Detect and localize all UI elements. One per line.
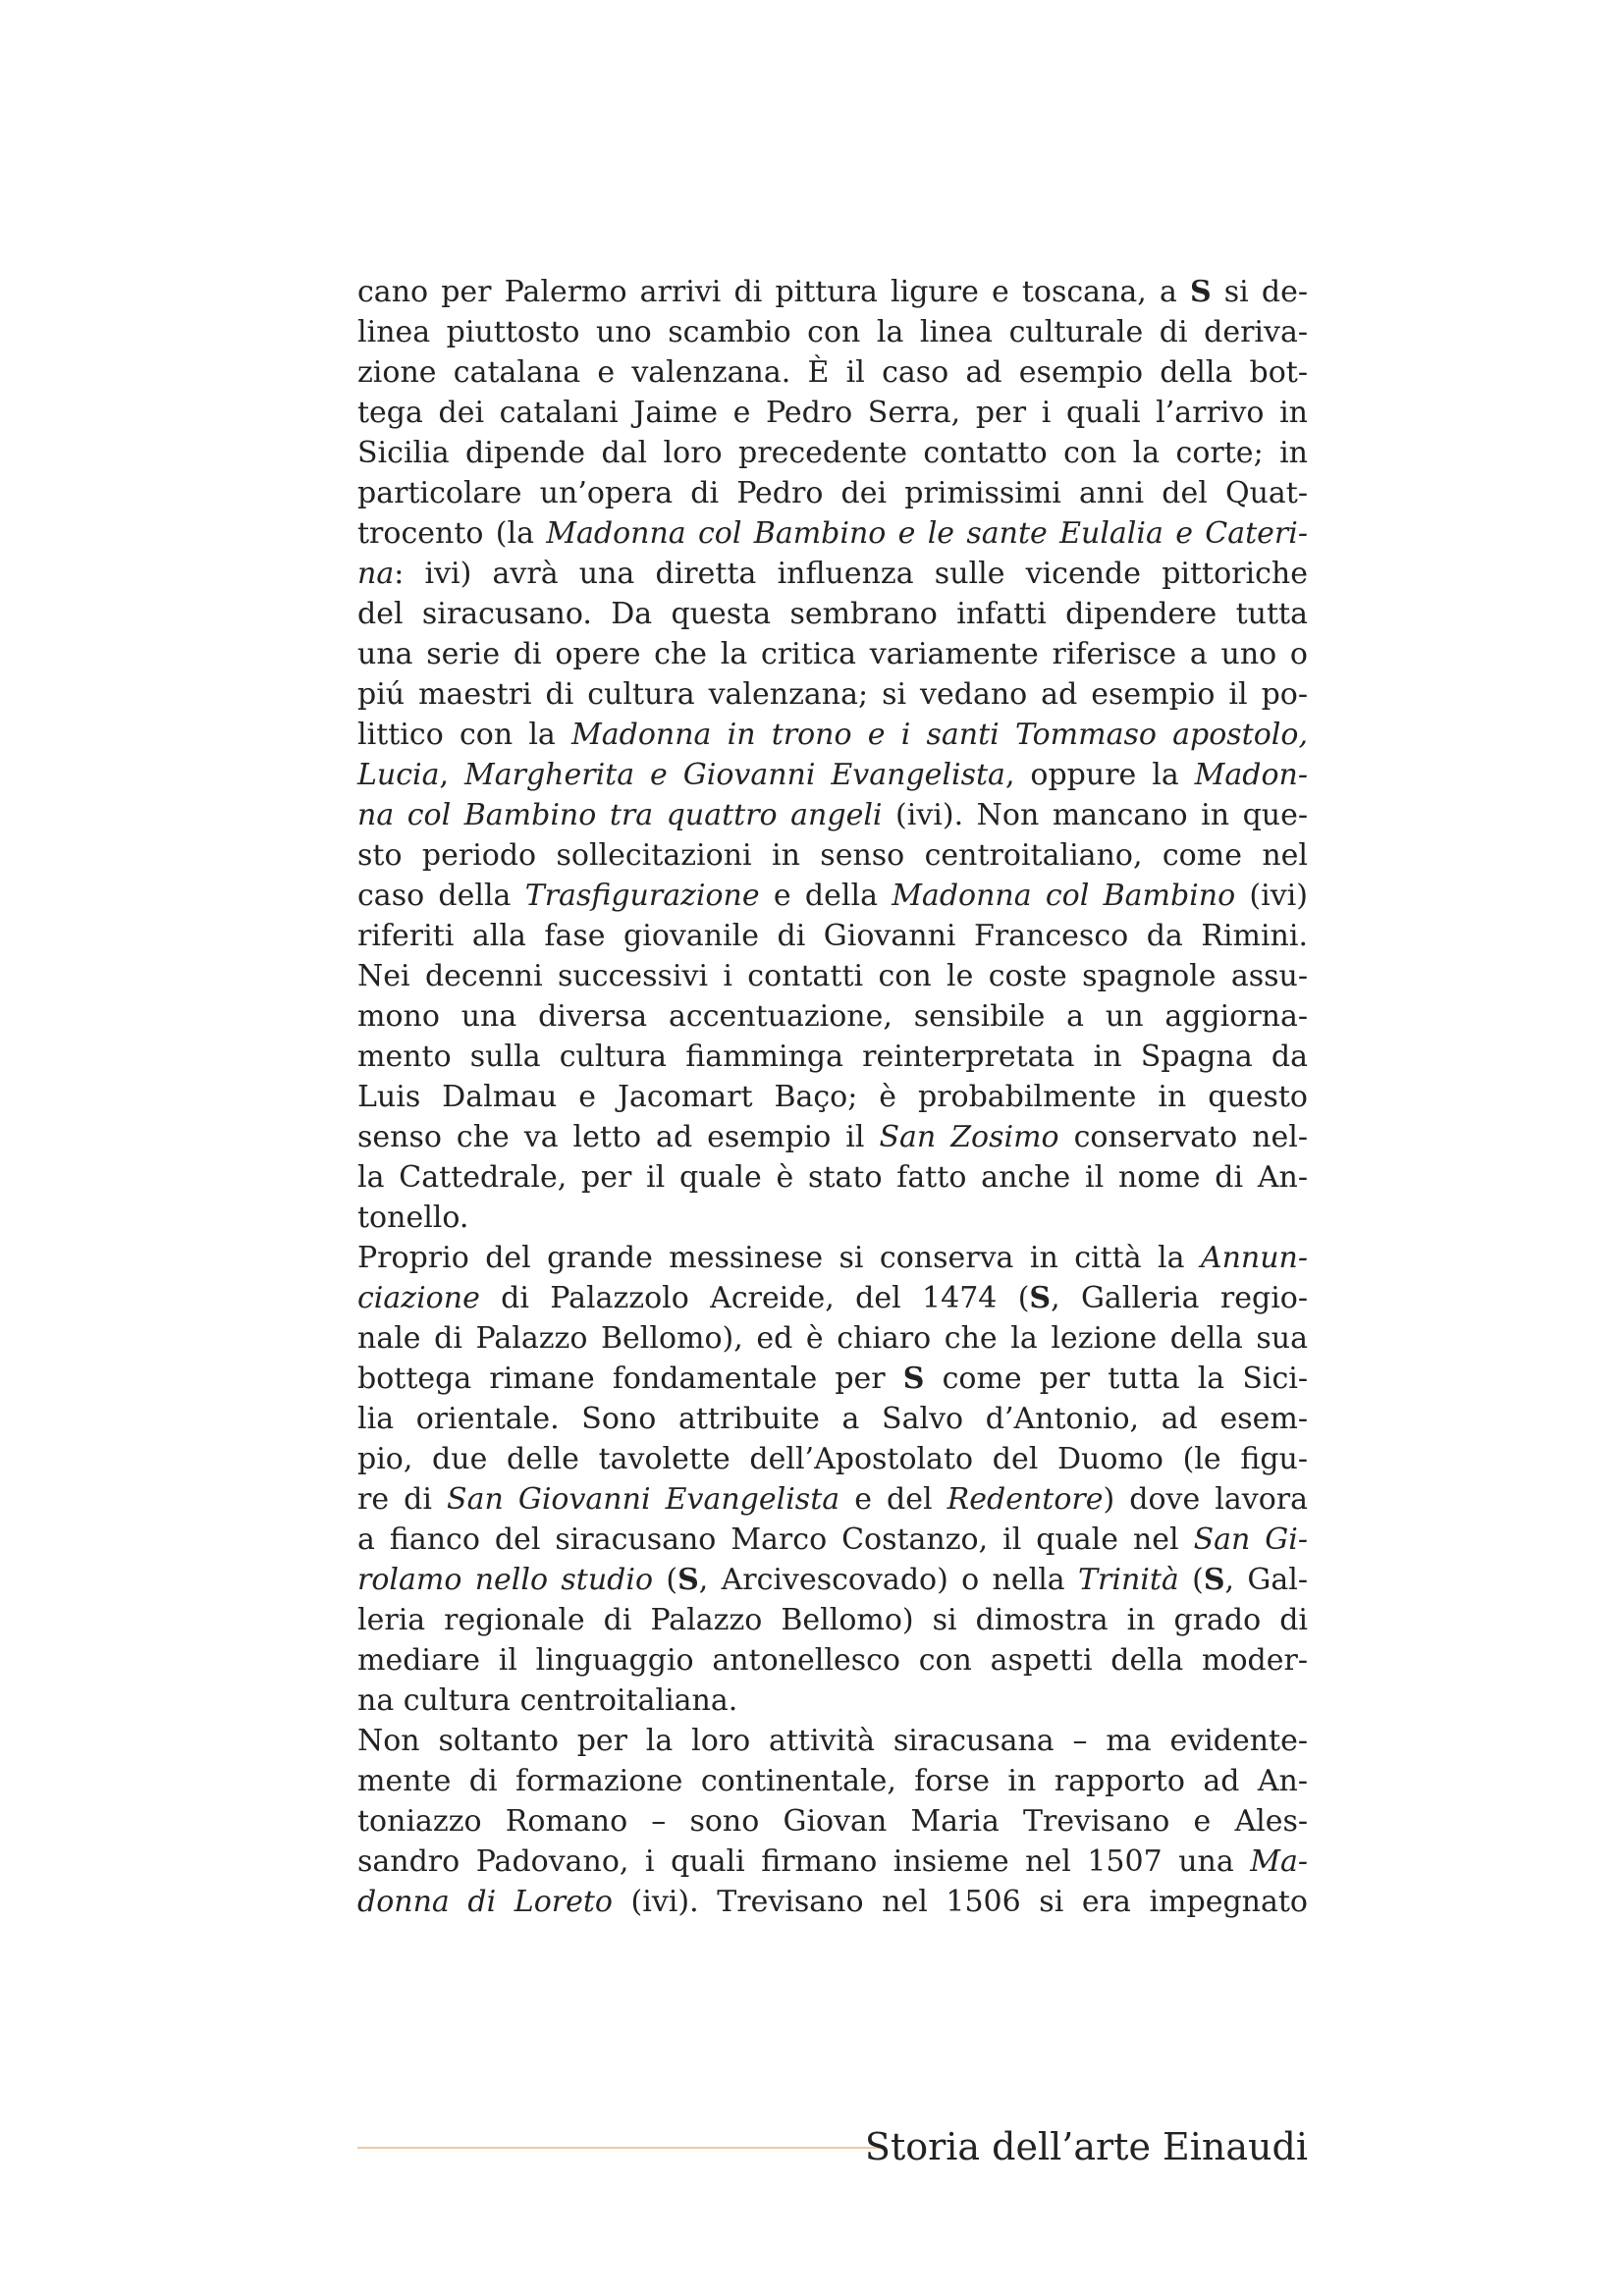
- text-line: [357, 1600, 1308, 1640]
- text-run: linea piuttosto uno scambio con la linea culturale di deriva-: [357, 315, 1308, 349]
- text-run: mediare il linguaggio antonellesco con aspetti della moder-: [357, 1643, 1308, 1678]
- text-run: cano per Palermo arrivi di pittura ligure e toscana, a: [357, 275, 1190, 309]
- italic-title: San Giovanni Evangelista: [447, 1482, 840, 1517]
- text-line: [357, 674, 1308, 715]
- text-line: [357, 1037, 1308, 1077]
- siglum-bold: S: [1029, 1281, 1052, 1315]
- text-run: : ivi) avrà una diretta influenza sulle vicende pittoriche: [394, 557, 1308, 591]
- text-run: si de-: [1211, 275, 1308, 309]
- text-line: [357, 272, 1308, 312]
- text-run: ) dove lavora: [1103, 1482, 1309, 1517]
- text-line: [357, 1157, 1308, 1198]
- text-line: [357, 634, 1308, 674]
- italic-title: Madonna col Bambino: [892, 879, 1236, 913]
- text-run: (ivi): [1235, 879, 1308, 913]
- text-run: (ivi). Trevisano nel 1506 si era impegnato: [612, 1885, 1308, 1919]
- italic-title: San Zosimo: [879, 1120, 1059, 1154]
- text-line: [357, 1721, 1308, 1761]
- text-run: lia orientale. Sono attribuite a Salvo d’Antonio, ad esem-: [357, 1402, 1308, 1436]
- text-line: [357, 1761, 1308, 1801]
- italic-title: na col Bambino tra quattro angeli: [357, 798, 883, 832]
- text-run: re di: [357, 1482, 448, 1517]
- text-run: particolare un’opera di Pedro dei primissimi anni del Quat-: [357, 476, 1308, 510]
- text-line: [357, 795, 1308, 835]
- italic-title: ciazione: [357, 1281, 480, 1315]
- text-line: [357, 1238, 1308, 1278]
- text-line: [357, 1198, 1308, 1238]
- text-run: Sicilia dipende dal loro precedente contatto con la corte; in: [357, 436, 1308, 470]
- text-line: [357, 352, 1308, 393]
- text-line: [357, 1117, 1308, 1157]
- italic-title: Annun-: [1200, 1241, 1308, 1275]
- italic-title: Madonna col Bambino e le sante Eulalia e Cateri-: [546, 516, 1308, 551]
- italic-title: Lucia: [357, 758, 440, 792]
- text-line: [357, 1439, 1308, 1479]
- text-run: Proprio del grande messinese si conserva in città la: [357, 1241, 1201, 1275]
- text-run: (: [653, 1563, 678, 1597]
- text-run: Nei decenni successivi i contatti con le coste spagnole assu-: [357, 959, 1308, 993]
- text-line: [357, 473, 1308, 513]
- text-line: [357, 1278, 1308, 1318]
- text-run: pio, due delle tavolette dell’Apostolato del Duomo (le figu-: [357, 1442, 1308, 1476]
- italic-title: Margherita e Giovanni Evangelista: [464, 758, 1005, 792]
- text-run: (: [1178, 1563, 1204, 1597]
- text-run: na cultura centroitaliana.: [357, 1683, 738, 1718]
- text-run: sto periodo sollecitazioni in senso centroitaliano, come nel: [357, 838, 1308, 873]
- text-line: [357, 755, 1308, 795]
- text-run: tonello.: [357, 1201, 469, 1235]
- text-line: [357, 1842, 1308, 1882]
- text-line: [357, 835, 1308, 876]
- italic-title: Madonna in trono e i santi Tommaso apostolo,: [571, 718, 1308, 752]
- text-run: mento sulla cultura fiamminga reinterpretata in Spagna da: [357, 1040, 1308, 1074]
- text-line: [357, 876, 1308, 916]
- italic-title: na: [357, 557, 395, 591]
- text-run: trocento (la: [357, 516, 547, 551]
- text-run: toniazzo Romano – sono Giovan Maria Trevisano e Ales-: [357, 1804, 1308, 1839]
- italic-title: Redentore: [947, 1482, 1104, 1517]
- text-line: [357, 996, 1308, 1037]
- text-run: Luis Dalmau e Jacomart Baço; è probabilmente in questo: [357, 1080, 1308, 1114]
- text-run: la Cattedrale, per il quale è stato fatto anche il nome di An-: [357, 1160, 1308, 1195]
- italic-title: Trasfigurazione: [524, 879, 760, 913]
- italic-title: San Gi-: [1193, 1522, 1308, 1557]
- text-run: sandro Padovano, i quali firmano insieme nel 1507 una: [357, 1844, 1251, 1879]
- text-run: e della: [759, 879, 893, 913]
- text-run: Non soltanto per la loro attività siracusana – ma evidente-: [357, 1724, 1308, 1758]
- text-line: [357, 1399, 1308, 1439]
- text-run: piú maestri di cultura valenzana; si vedano ad esempio il po-: [357, 677, 1308, 712]
- text-line: [357, 1359, 1308, 1399]
- siglum-bold: S: [902, 1362, 925, 1396]
- text-run: a fianco del siracusano Marco Costanzo, il quale nel: [357, 1522, 1194, 1557]
- text-run: mono una diversa accentuazione, sensibile a un aggiorna-: [357, 999, 1308, 1034]
- text-line: [357, 1479, 1308, 1520]
- text-line: [357, 513, 1308, 554]
- footer-title: Storia dell’arte Einaudi: [864, 2125, 1308, 2168]
- footer-rule: [357, 2147, 880, 2149]
- text-run: e del: [839, 1482, 947, 1517]
- italic-title: rolamo nello studio: [357, 1563, 654, 1597]
- text-line: [357, 1640, 1308, 1681]
- text-line: [357, 1318, 1308, 1359]
- text-line: [357, 554, 1308, 594]
- text-run: , oppure la: [1004, 758, 1195, 792]
- text-run: una serie di opere che la critica variamente riferisce a uno o: [357, 637, 1308, 671]
- text-line: [357, 916, 1308, 956]
- text-run: di Palazzolo Acreide, del 1474 (: [479, 1281, 1030, 1315]
- text-line: [357, 1681, 1308, 1721]
- text-line: [357, 1882, 1308, 1922]
- text-run: come per tutta la Sici-: [924, 1362, 1308, 1396]
- text-line: [357, 594, 1308, 634]
- siglum-bold: S: [1189, 275, 1212, 309]
- text-run: del siracusano. Da questa sembrano infatti dipendere tutta: [357, 597, 1308, 631]
- text-run: leria regionale di Palazzo Bellomo) si dimostra in grado di: [357, 1603, 1308, 1637]
- text-line: [357, 715, 1308, 755]
- text-line: [357, 1560, 1308, 1600]
- text-line: [357, 312, 1308, 352]
- text-run: (ivi). Non mancano in que-: [882, 798, 1309, 832]
- text-run: mente di formazione continentale, forse in rapporto ad An-: [357, 1764, 1308, 1798]
- body-text: [357, 272, 1308, 1922]
- text-run: caso della: [357, 879, 525, 913]
- text-run: conservato nel-: [1058, 1120, 1308, 1154]
- siglum-bold: S: [1203, 1563, 1225, 1597]
- text-run: bottega rimane fondamentale per: [357, 1362, 903, 1396]
- text-run: , Arcivescovado) o nella: [698, 1563, 1079, 1597]
- text-run: zione catalana e valenzana. È il caso ad esempio della bot-: [357, 355, 1308, 390]
- siglum-bold: S: [677, 1563, 699, 1597]
- text-line: [357, 433, 1308, 473]
- text-run: , Gal-: [1224, 1563, 1308, 1597]
- text-run: tega dei catalani Jaime e Pedro Serra, per i quali l’arrivo in: [357, 396, 1308, 430]
- italic-title: Ma-: [1250, 1844, 1308, 1879]
- text-run: riferiti alla fase giovanile di Giovanni Francesco da Rimini.: [357, 919, 1308, 953]
- text-run: , Galleria regio-: [1051, 1281, 1308, 1315]
- text-line: [357, 956, 1308, 996]
- text-line: [357, 1077, 1308, 1117]
- italic-title: Madon-: [1194, 758, 1308, 792]
- text-run: nale di Palazzo Bellomo), ed è chiaro che la lezione della sua: [357, 1321, 1308, 1356]
- text-run: littico con la: [357, 718, 572, 752]
- text-run: ,: [439, 758, 465, 792]
- text-line: [357, 393, 1308, 433]
- text-line: [357, 1801, 1308, 1842]
- text-run: senso che va letto ad esempio il: [357, 1120, 880, 1154]
- italic-title: donna di Loreto: [357, 1885, 613, 1919]
- italic-title: Trinità: [1078, 1563, 1179, 1597]
- text-line: [357, 1520, 1308, 1560]
